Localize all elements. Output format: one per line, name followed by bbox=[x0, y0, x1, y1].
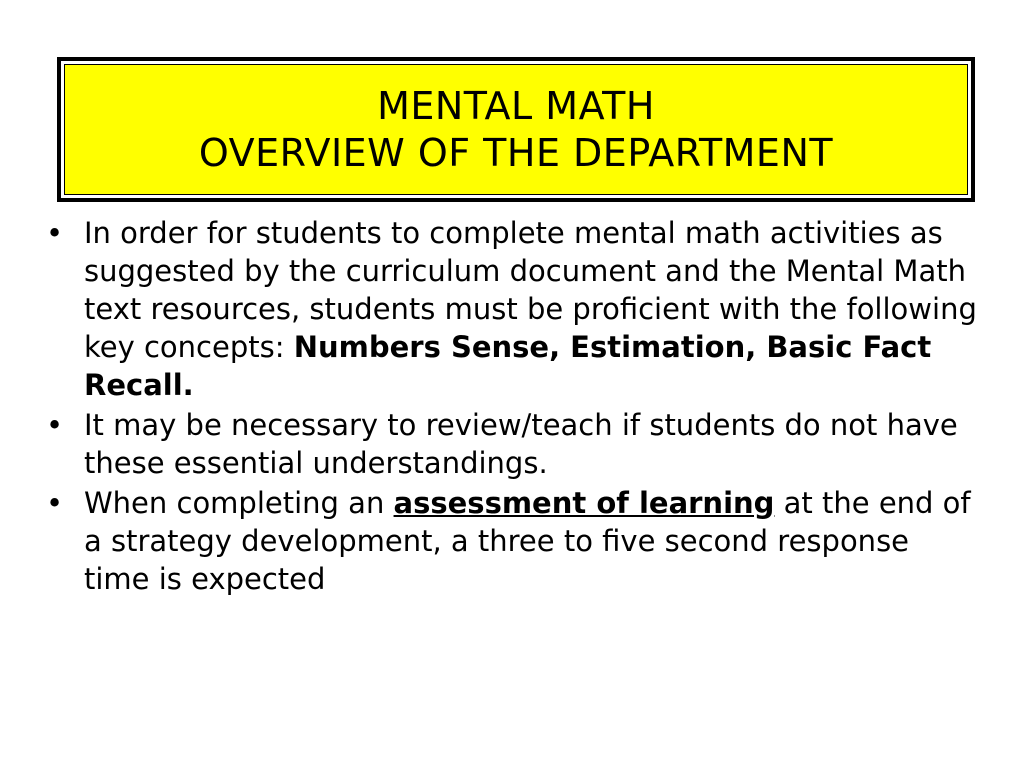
bullet-1-emphasis: Numbers Sense, Estimation, Basic Fact Recall bbox=[84, 330, 932, 402]
title-banner bbox=[64, 64, 968, 195]
bullet-item-1 bbox=[40, 214, 980, 404]
bullet-3-emphasis: assessment of learning bbox=[393, 486, 775, 520]
bullet-3-after: at the end of a strategy development, a three to five second response time is expected bbox=[84, 486, 971, 596]
title-box bbox=[57, 57, 975, 202]
bullet-1-text: In order for students to complete mental math activities as suggested by the curriculum document and the Mental Math text resources, students must be proficient with the following key concepts: bbox=[84, 216, 977, 364]
bullet-1-end: . bbox=[182, 368, 194, 402]
title-line-2: OVERVIEW OF THE DEPARTMENT bbox=[198, 130, 834, 175]
bullet-icon: • bbox=[46, 216, 64, 250]
bullet-icon: • bbox=[46, 408, 64, 442]
bullet-2-text: It may be necessary to review/teach if students do not have these essential understandings. bbox=[84, 408, 958, 480]
bullet-item-3 bbox=[40, 484, 980, 598]
bullet-3-before: When completing an bbox=[84, 486, 394, 520]
bullet-icon: • bbox=[46, 486, 64, 520]
bullet-list bbox=[40, 214, 980, 600]
bullet-item-2 bbox=[40, 406, 980, 482]
title-line-1: MENTAL MATH bbox=[377, 83, 655, 128]
